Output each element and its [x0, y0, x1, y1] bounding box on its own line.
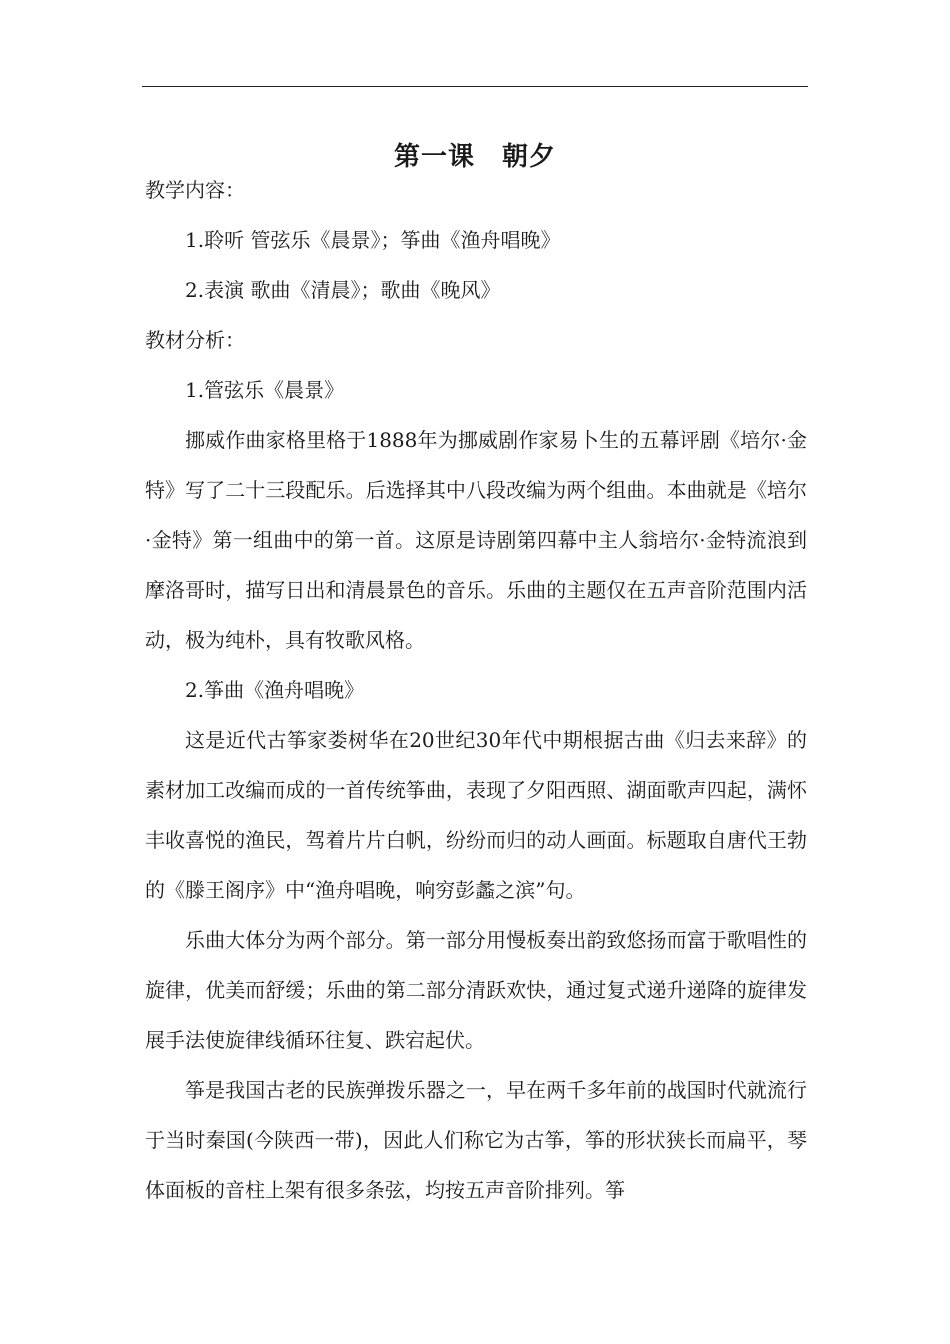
page-title: 第一课 朝夕: [393, 142, 556, 173]
section1-paragraph: 挪威作曲家格里格于1888年为挪威剧作家易卜生的五幕评剧《培尔·金特》写了二十三段配乐。后选择其中八段改编为两个组曲。本曲就是《培尔·金特》第一组曲中的第一首。这原是诗剧第四幕中主人翁培尔·金特流浪到摩洛哥时，描写日出和清晨景色的音乐。乐曲的主题仅在五声音阶范围内活动，极为纯朴，具有牧歌风格。: [145, 428, 807, 652]
teaching-item-2: 2.表演 歌曲《清晨》；歌曲《晚风》: [185, 278, 501, 302]
section2-heading: 2.筝曲《渔舟唱晚》: [185, 678, 365, 702]
teaching-content-label: 教学内容：: [145, 178, 245, 202]
section2-paragraph-1: 这是近代古筝家娄树华在20世纪30年代中期根据古曲《归去来辞》的素材加工改编而成的一首传统筝曲，表现了夕阳西照、湖面歌声四起，满怀丰收喜悦的渔民，驾着片片白帆，纷纷而归的动人画面。标题取自唐代王勃的《滕王阁序》中“渔舟唱晚，响穷彭蠡之滨”句。: [145, 728, 807, 902]
teaching-item-1: 1.聆听 管弦乐《晨景》；筝曲《渔舟唱晚》: [185, 228, 561, 252]
section1-heading: 1.管弦乐《晨景》: [185, 378, 345, 402]
header-rule: [142, 86, 808, 87]
section2-paragraph-3: 筝是我国古老的民族弹拨乐器之一，早在两千多年前的战国时代就流行于当时秦国(今陕西一带)，因此人们称它为古筝，筝的形状狭长而扁平，琴体面板的音柱上架有很多条弦，均按五声音阶排列。筝: [145, 1078, 807, 1202]
analysis-label: 教材分析：: [145, 328, 245, 352]
document-body: [145, 165, 807, 1215]
section2-paragraph-2: 乐曲大体分为两个部分。第一部分用慢板奏出韵致悠扬而富于歌唱性的旋律，优美而舒缓；乐曲的第二部分清跃欢快，通过复式递升递降的旋律发展手法使旋律线循环往复、跌宕起伏。: [145, 928, 807, 1052]
